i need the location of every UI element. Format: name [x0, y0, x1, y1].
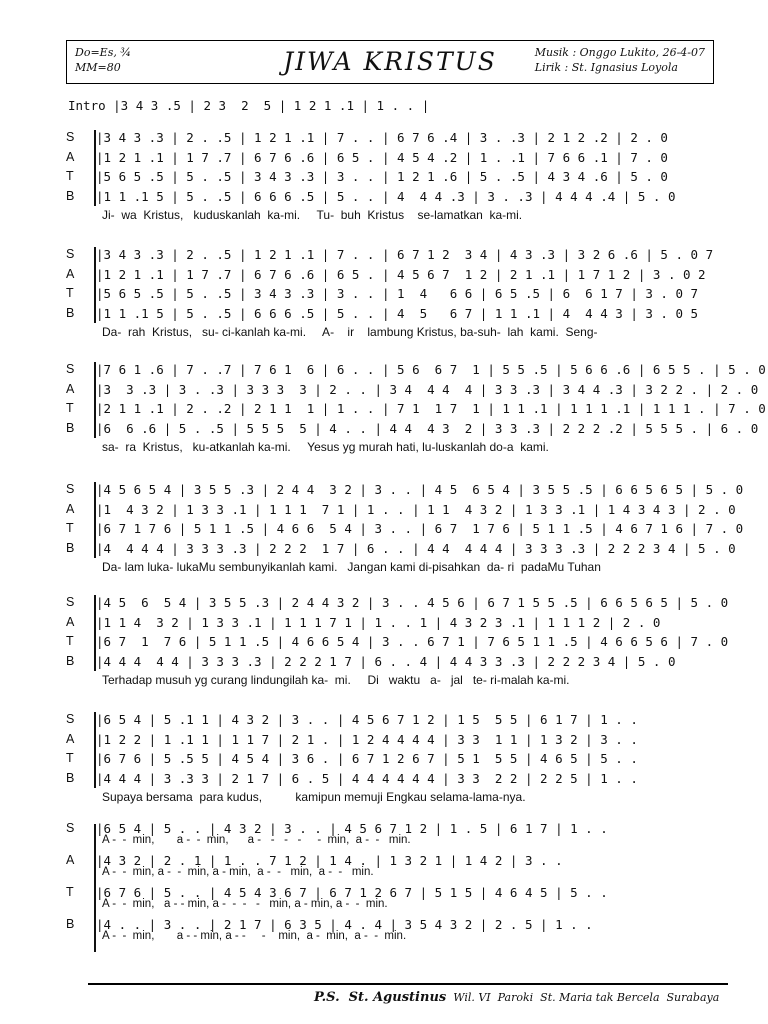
notes: |4 4 4 4 4 | 3 3 3 .3 | 2 2 2 1 7 | 6 . . 4 | 4 4 3 3 .3 | 2 2 2 3 4 | 5 . 0	[96, 653, 676, 669]
lyrics-credit: Lirik : St. Ignasius Loyola	[534, 61, 678, 74]
tenor-line	[66, 167, 726, 187]
soprano-line	[66, 360, 766, 380]
choir-name: P.S. St. Agustinus	[314, 990, 447, 1005]
amen-lyric: A - - min, a - - min, a - - - min, a - min, a - - min.	[102, 930, 407, 942]
notes: |6 5 4 | 5 . . | 4 3 2 | 3 . . | 4 5 6 7 1 2 | 1 . 5 | 6 1 7 | 1 . .	[96, 821, 608, 836]
lyric-text: sa- ra Kristus, ku-atkanlah ka-mi. Yesus yg murah hati, lu-luskanlah do-a kami.	[102, 440, 549, 454]
alto-line	[66, 613, 726, 633]
voice-label: T	[66, 401, 74, 415]
score-system-6	[66, 710, 726, 806]
voice-label: S	[66, 130, 75, 144]
lyric-text: Ji- wa Kristus, kuduskanlah ka-mi. Tu- buh Kristus se-lamatkan ka-mi.	[102, 208, 523, 222]
soprano-line	[66, 593, 729, 613]
voice-label: A	[66, 853, 75, 867]
notes: |3 4 3 .3 | 2 . .5 | 1 2 1 .1 | 7 . . | 6 7 6 .4 | 3 . .3 | 2 1 2 .2 | 2 . 0	[96, 130, 668, 145]
notes: |4 3 2 | 2 . 1 | 1 . . 7 1 2 | 1 4 . | 1 3 2 1 | 1 4 2 | 3 . .	[96, 853, 563, 868]
alto-line	[66, 730, 726, 750]
soprano-line	[66, 128, 726, 148]
tenor-line	[66, 749, 726, 769]
voice-label: B	[66, 188, 75, 203]
alto-amen-line	[66, 854, 726, 886]
notes: |1 1 .1 5 | 5 . .5 | 6 6 6 .5 | 5 . . | 4 4 4 .3 | 3 . .3 | 4 4 4 .4 | 5 . 0	[96, 188, 676, 204]
notes: |1 2 1 .1 | 1 7 .7 | 6 7 6 .6 | 6 5 . | 4 5 6 7 1 2 | 2 1 .1 | 1 7 1 2 | 3 . 0 2	[96, 266, 706, 282]
voice-label: A	[66, 149, 75, 164]
voice-label: B	[66, 305, 75, 320]
score-system-5	[66, 593, 729, 689]
lyric-line	[66, 323, 726, 341]
notes: |7 6 1 .6 | 7 . .7 | 7 6 1 6 | 6 . . | 5 6 6 7 1 | 5 5 .5 | 5 6 6 .6 | 6 5 5 . | 5 . 0	[96, 362, 766, 377]
tenor-line	[66, 399, 766, 419]
lyric-text: Da- lam luka- lukaMu sembunyikanlah kami. Jangan kami di-pisahkan da- ri padaMu Tuhan	[102, 560, 601, 574]
score-system-3	[66, 360, 766, 456]
alto-line	[66, 148, 726, 168]
voice-label: T	[66, 751, 74, 765]
voice-label: A	[66, 501, 75, 516]
bass-line	[66, 769, 726, 789]
voice-label: B	[66, 540, 75, 555]
notes: |6 7 1 7 6 | 5 1 1 .5 | 4 6 6 5 4 | 3 . . 6 7 1 | 7 6 5 1 1 .5 | 4 6 6 5 6 | 7 . 0	[96, 634, 729, 649]
notes: |1 2 2 | 1 .1 1 | 1 1 7 | 2 1 . | 1 2 4 4 4 4 | 3 3 1 1 | 1 3 2 | 3 . .	[96, 731, 638, 747]
notes: |2 1 1 .1 | 2 . .2 | 2 1 1 1 | 1 . . | 7 1 1 7 1 | 1 1 .1 | 1 1 1 .1 | 1 1 1 . | 7 . 0	[96, 401, 766, 416]
notes: |3 4 3 .3 | 2 . .5 | 1 2 1 .1 | 7 . . | 6 7 1 2 3 4 | 4 3 .3 | 3 2 6 .6 | 5 . 0 7	[96, 247, 714, 262]
notes: |6 5 4 | 5 .1 1 | 4 3 2 | 3 . . | 4 5 6 7 1 2 | 1 5 5 5 | 6 1 7 | 1 . .	[96, 712, 638, 727]
title-header-box	[66, 40, 714, 84]
voice-label: S	[66, 362, 75, 376]
alto-line	[66, 380, 759, 400]
amen-system	[66, 822, 726, 950]
music-credit: Musik : Onggo Lukito, 26-4-07	[534, 46, 705, 59]
voice-label: B	[66, 420, 75, 435]
notes: |5 6 5 .5 | 5 . .5 | 3 4 3 .3 | 3 . . | 1 4 6 6 | 6 5 .5 | 6 6 1 7 | 3 . 0 7	[96, 286, 699, 301]
notes: |1 1 .1 5 | 5 . .5 | 6 6 6 .5 | 5 . . | 4 5 6 7 | 1 1 .1 | 4 4 4 3 | 3 . 0 5	[96, 305, 699, 321]
voice-label: T	[66, 521, 74, 535]
notes: |4 4 4 4 | 3 3 3 .3 | 2 2 2 1 7 | 6 . . | 4 4 4 4 4 | 3 3 3 .3 | 2 2 2 3 4 | 5 . 0	[96, 540, 736, 556]
credits	[535, 45, 705, 75]
tenor-line	[66, 284, 726, 304]
tenor-amen-line	[66, 886, 726, 918]
bass-line	[66, 187, 726, 207]
notes: |5 6 5 .5 | 5 . .5 | 3 4 3 .3 | 3 . . | 1 2 1 .6 | 5 . .5 | 4 3 4 .6 | 5 . 0	[96, 169, 668, 184]
voice-label: A	[66, 731, 75, 746]
lyric-line	[66, 788, 726, 806]
amen-lyric: A - - min, a - - min, a - - - - min, a - min, a - - min.	[102, 898, 388, 910]
voice-label: T	[66, 885, 74, 899]
lyric-line	[66, 671, 726, 689]
bass-line	[66, 419, 759, 439]
lyric-text: Da- rah Kristus, su- ci-kanlah ka-mi. A- ir lambung Kristus, ba-suh- lah kami. Seng-	[102, 325, 598, 339]
tenor-line	[66, 519, 744, 539]
parish-name: Wil. VI Paroki St. Maria tak Bercela Surabaya	[453, 991, 720, 1004]
notes: |3 3 .3 | 3 . .3 | 3 3 3 3 | 2 . . | 3 4 4 4 4 | 3 3 .3 | 3 4 4 .3 | 3 2 2 . | 2 . 0	[96, 381, 759, 397]
voice-label: B	[66, 653, 75, 668]
lyric-text: Supaya bersama para kudus, kamipun memuji Engkau selama-lama-nya.	[102, 790, 526, 804]
footer-credit	[314, 990, 719, 1005]
song-title: JIWA KRISTUS	[283, 47, 497, 76]
voice-label: T	[66, 634, 74, 648]
voice-label: A	[66, 614, 75, 629]
footer-divider	[88, 983, 728, 985]
notes: |4 5 6 5 4 | 3 5 5 .3 | 2 4 4 3 2 | 3 . . 4 5 6 | 6 7 1 5 5 .5 | 6 6 5 6 5 | 5 . 0	[96, 595, 729, 610]
voice-label: S	[66, 482, 75, 496]
soprano-amen-line	[66, 822, 726, 854]
score-system-4	[66, 480, 744, 576]
bass-line	[66, 652, 726, 672]
notes: |6 7 6 | 5 .5 5 | 4 5 4 | 3 6 . | 6 7 1 2 6 7 | 5 1 5 5 | 4 6 5 | 5 . .	[96, 751, 638, 766]
lyric-line	[66, 438, 726, 456]
notes: |1 1 4 3 2 | 1 3 3 .1 | 1 1 1 7 1 | 1 . . 1 | 4 3 2 3 .1 | 1 1 1 2 | 2 . 0	[96, 614, 661, 630]
amen-lyric: A - - min, a - - min, a - - - - - min, a - - min.	[102, 834, 411, 846]
notes: |4 4 4 | 3 .3 3 | 2 1 7 | 6 . 5 | 4 4 4 4 4 4 | 3 3 2 2 | 2 2 5 | 1 . .	[96, 770, 638, 786]
key-signature: Do=Es, ¾	[75, 46, 131, 59]
soprano-line	[66, 480, 744, 500]
voice-label: A	[66, 266, 75, 281]
voice-label: A	[66, 381, 75, 396]
lyric-line	[66, 558, 726, 576]
voice-label: B	[66, 917, 75, 931]
notes: |1 2 1 .1 | 1 7 .7 | 6 7 6 .6 | 6 5 . | 4 5 4 .2 | 1 . .1 | 7 6 6 .1 | 7 . 0	[96, 149, 668, 165]
voice-label: S	[66, 821, 75, 835]
lyric-line	[66, 206, 726, 224]
score-system-1	[66, 128, 726, 224]
voice-label: S	[66, 247, 75, 261]
voice-label: S	[66, 595, 75, 609]
notes: |6 7 6 | 5 . . | 4 5 4 3 6 7 | 6 7 1 2 6 7 | 5 1 5 | 4 6 4 5 | 5 . .	[96, 885, 608, 900]
notes: |6 6 .6 | 5 . .5 | 5 5 5 5 | 4 . . | 4 4 4 3 2 | 3 3 .3 | 2 2 2 .2 | 5 5 5 . | 6 . 0	[96, 420, 759, 436]
bass-line	[66, 304, 726, 324]
notes: |4 5 6 5 4 | 3 5 5 .3 | 2 4 4 3 2 | 3 . . | 4 5 6 5 4 | 3 5 5 .5 | 6 6 5 6 5 | 5 . 0	[96, 482, 744, 497]
notes: |4 . . | 3 . . | 2 1 7 | 6 3 5 | 4 . 4 | 3 5 4 3 2 | 2 . 5 | 1 . .	[96, 917, 593, 932]
amen-lyric: A - - min, a - - min, a - min, a - - min, a - - min.	[102, 866, 374, 878]
notes: |6 7 1 7 6 | 5 1 1 .5 | 4 6 6 5 4 | 3 . . | 6 7 1 7 6 | 5 1 1 .5 | 4 6 7 1 6 | 7 . 0	[96, 521, 744, 536]
tempo-marking: MM=80	[75, 61, 121, 74]
tenor-line	[66, 632, 729, 652]
bass-amen-line	[66, 918, 726, 950]
bass-line	[66, 539, 736, 559]
notes: |1 4 3 2 | 1 3 3 .1 | 1 1 1 7 1 | 1 . . | 1 1 4 3 2 | 1 3 3 .1 | 1 4 3 4 3 | 2 . 0	[96, 501, 736, 517]
intro-line: Intro |3 4 3 .5 | 2 3 2 5 | 1 2 1 .1 | 1 . . |	[68, 98, 430, 113]
score-system-2	[66, 245, 726, 341]
soprano-line	[66, 710, 726, 730]
voice-label: T	[66, 169, 74, 183]
alto-line	[66, 265, 726, 285]
voice-label: T	[66, 286, 74, 300]
voice-label: B	[66, 770, 75, 785]
alto-line	[66, 500, 736, 520]
voice-label: S	[66, 712, 75, 726]
lyric-text: Terhadap musuh yg curang lindungilah ka- mi. Di waktu a- jal te- ri-malah ka-mi.	[102, 673, 570, 687]
soprano-line	[66, 245, 726, 265]
